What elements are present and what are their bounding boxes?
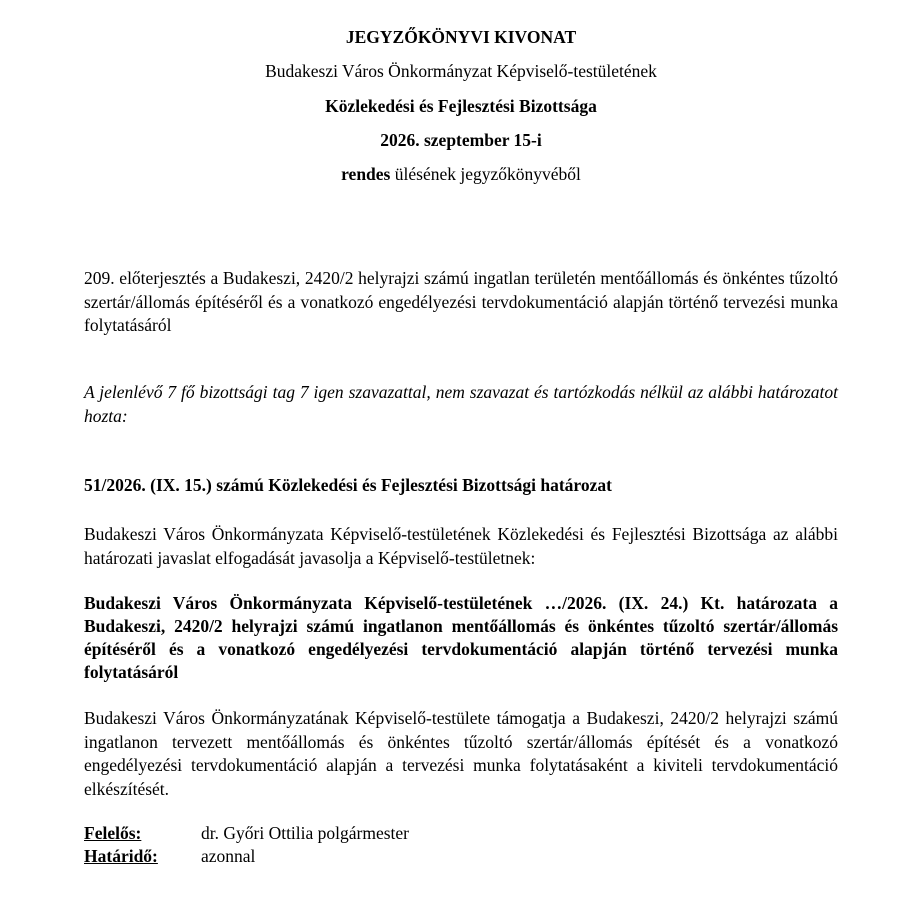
document-subtitle: Budakeszi Város Önkormányzat Képviselő-testületének [265,61,657,81]
session-date: 2026. szeptember 15-i [380,130,542,150]
draft-resolution-title: Budakeszi Város Önkormányzata Képviselő-testületének …/2026. (IX. 24.) Kt. határozata a Budakeszi, 2420/2 helyrajzi számú ingatlanon mentőállomás és önkéntes tűzoltó szertár/állomás építéséről és a vonatkozó engedélyezési tervdokumentáció alapján történő tervezési munka folytatásáról [84,593,838,682]
session-type-bold: rendes [341,164,391,184]
session-type [84,163,838,185]
deadline-value: azonnal [201,846,256,866]
committee-name: Közlekedési és Fejlesztési Bizottsága [325,96,597,116]
intro-paragraph: Budakeszi Város Önkormányzata Képviselő-testületének Közlekedési és Fejlesztési Bizottsága az alábbi határozati javaslat elfogadását javasolja a Képviselő-testületnek: [84,524,838,568]
deadline-label: Határidő: [84,846,158,866]
resolution-title: 51/2026. (IX. 15.) számú Közlekedési és Fejlesztési Bizottsági határozat [84,475,612,495]
proposal-paragraph: 209. előterjesztés a Budakeszi, 2420/2 helyrajzi számú ingatlan területén mentőállomás és önkéntes tűzoltó szertár/állomás építéséről és a vonatkozó engedélyezési tervdokumentáció alapján történő tervezési munka folytatásáról [84,268,838,335]
responsible-label: Felelős: [84,823,142,843]
deadline-row [84,845,255,867]
responsible-row [84,822,409,844]
vote-paragraph: A jelenlévő 7 fő bizottsági tag 7 igen szavazattal, nem szavazat és tartózkodás nélkül az alábbi határozatot hozta: [84,382,838,426]
responsible-value: dr. Győri Ottilia polgármester [201,823,410,843]
decision-paragraph: Budakeszi Város Önkormányzatának Képviselő-testülete támogatja a Budakeszi, 2420/2 helyrajzi számú ingatlanon tervezett mentőállomás és önkéntes tűzoltó szertár/állomás építését és a vonatkozó engedélyezési tervdokumentáció alapján a tervezési munka folytatásaként a kiviteli tervdokumentáció elkészítését. [84,708,838,799]
session-type-rest: ülésének jegyzőkönyvéből [390,164,581,184]
document-title: JEGYZŐKÖNYVI KIVONAT [345,27,577,47]
